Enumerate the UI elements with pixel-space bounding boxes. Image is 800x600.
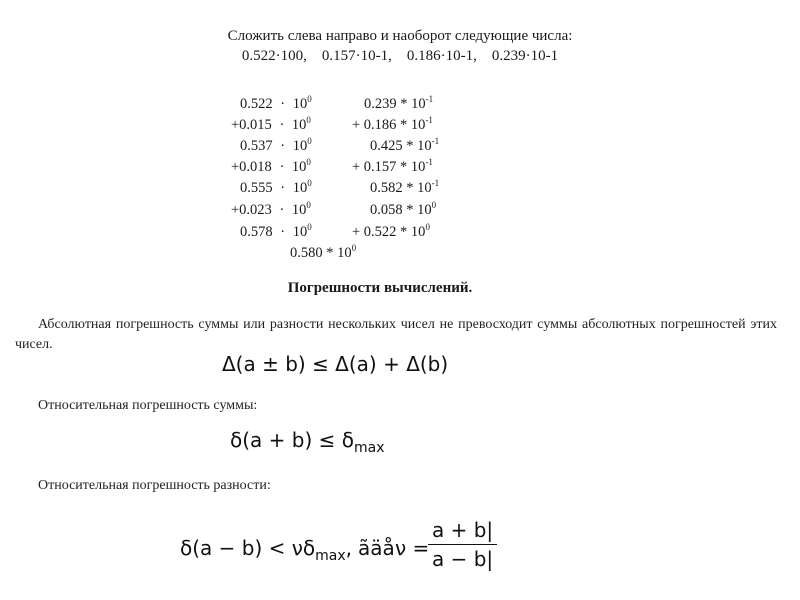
left-row-0 <box>240 96 312 113</box>
left-dot: · <box>279 117 285 133</box>
rel-sum-subscript: max <box>353 440 385 456</box>
final-result <box>290 245 356 262</box>
relative-diff-text: Относительная погрешность разности: <box>38 478 271 493</box>
left-exp: 0 <box>307 94 312 104</box>
left-row-3 <box>231 159 311 176</box>
right-row-1 <box>352 117 433 134</box>
final-value: 0.580 * 10 <box>290 245 352 261</box>
right-value: 0.582 * 10 <box>370 180 432 196</box>
right-exp: -1 <box>431 136 440 146</box>
left-exp: 0 <box>306 115 311 125</box>
right-row-2 <box>370 138 439 155</box>
left-exp: 0 <box>307 136 312 146</box>
left-exp: 0 <box>306 200 311 210</box>
left-mantissa: 0.555 <box>240 180 273 196</box>
left-base: 10 <box>292 224 308 240</box>
garbled-word: ãäå <box>358 536 395 560</box>
right-value: + 0.186 * 10 <box>352 117 426 133</box>
left-exp: 0 <box>307 222 312 232</box>
left-dot: · <box>280 180 286 196</box>
section-heading: Погрешности вычислений. <box>287 280 473 296</box>
right-value: + 0.522 * 10 <box>352 224 426 240</box>
left-exp: 0 <box>306 157 311 167</box>
rel-sum-main: δ(a + b) ≤ δ <box>230 428 354 452</box>
relative-diff-formula <box>180 536 353 564</box>
left-mantissa: 0.522 <box>240 96 273 112</box>
left-base: 10 <box>291 159 307 175</box>
absolute-error-text: Абсолютная погрешность суммы или разности нескольких чисел не превосходит суммы абсолютных погрешностей этих чисел. <box>15 317 777 352</box>
left-base: 10 <box>292 138 308 154</box>
rel-diff-sep: , <box>345 536 353 560</box>
left-mantissa: 0.537 <box>240 138 273 154</box>
right-value: 0.239 * 10 <box>364 96 426 112</box>
left-row-6 <box>240 224 312 241</box>
left-row-4 <box>240 180 312 197</box>
right-value: 0.058 * 10 <box>370 202 432 218</box>
fraction-denominator: a − b| <box>432 547 494 571</box>
right-exp: -1 <box>425 94 434 104</box>
left-dot: · <box>280 138 286 154</box>
rel-diff-main: δ(a − b) < νδ <box>180 536 316 560</box>
right-exp: -1 <box>425 157 433 167</box>
ratio-fraction <box>428 518 497 571</box>
left-mantissa: +0.015 <box>231 117 272 133</box>
right-row-5 <box>370 202 436 219</box>
left-dot: · <box>280 96 286 112</box>
task-title: Сложить слева направо и наоборот следующие числа: <box>227 28 573 44</box>
left-row-5 <box>231 202 311 219</box>
left-exp: 0 <box>307 178 312 188</box>
left-row-1 <box>231 117 311 134</box>
right-row-3 <box>352 159 433 176</box>
rel-diff-subscript: max <box>315 548 346 564</box>
left-base: 10 <box>292 96 308 112</box>
right-exp: 0 <box>431 200 437 210</box>
nu-equals: ν = <box>395 536 430 560</box>
right-value: 0.425 * 10 <box>370 138 432 154</box>
right-row-0 <box>364 96 433 113</box>
left-mantissa: +0.023 <box>231 202 272 218</box>
relative-sum-formula <box>230 428 385 456</box>
right-row-6 <box>352 224 430 241</box>
right-exp: 0 <box>425 222 430 232</box>
left-dot: · <box>280 224 286 240</box>
left-row-2 <box>240 138 312 155</box>
left-mantissa: +0.018 <box>231 159 272 175</box>
task-numbers: 0.522·100, 0.157·10-1, 0.186·10-1, 0.239·10-1 <box>241 48 559 64</box>
final-exp: 0 <box>351 243 357 253</box>
fraction-numerator: a + b| <box>428 518 497 545</box>
left-mantissa: 0.578 <box>240 224 273 240</box>
left-base: 10 <box>292 180 308 196</box>
left-base: 10 <box>291 117 307 133</box>
relative-sum-text: Относительная погрешность суммы: <box>38 398 258 413</box>
left-dot: · <box>279 159 285 175</box>
left-dot: · <box>279 202 285 218</box>
left-base: 10 <box>291 202 307 218</box>
right-exp: -1 <box>425 115 433 125</box>
right-exp: -1 <box>431 178 440 188</box>
right-value: + 0.157 * 10 <box>352 159 426 175</box>
right-row-4 <box>370 180 439 197</box>
absolute-error-formula: Δ(a ± b) ≤ Δ(a) + Δ(b) <box>222 352 449 376</box>
